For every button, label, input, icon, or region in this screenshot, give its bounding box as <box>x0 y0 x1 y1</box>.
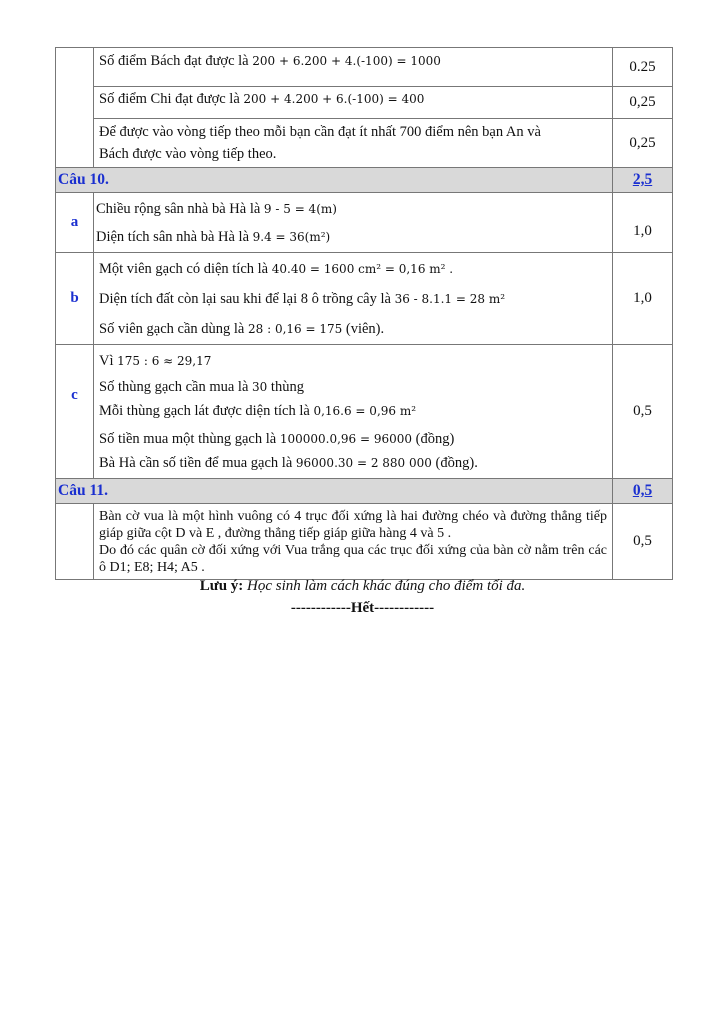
empty-cell <box>56 504 94 580</box>
note-text: Học sinh làm cách khác đúng cho điểm tối đa. <box>243 578 526 594</box>
score-cell: 0,25 <box>613 119 673 168</box>
end-marker: ------------Hết------------ <box>290 600 435 616</box>
answer-cell <box>94 48 613 87</box>
answer-text: (đồng) <box>412 430 455 447</box>
answer-text: (đồng). <box>431 454 478 471</box>
math-expression: 9 - 5 = 4(m) <box>263 201 337 216</box>
math-expression: 36 - 8.1.1 = 28 m² <box>394 291 506 306</box>
table-row <box>56 345 673 479</box>
math-expression: 40.40 = 1600 cm² = 0,16 m² . <box>271 261 454 276</box>
score-cell: 0,25 <box>613 87 673 119</box>
note-label: Lưu ý: <box>199 578 244 594</box>
answer-text: Do đó các quân cờ đối xứng với Vua trắng qua các trục đối xứng của bàn cờ nằm trên các ô D1; E8; H4; A5 . <box>99 542 607 575</box>
answer-text: Chiều rộng sân nhà bà Hà là <box>96 200 264 217</box>
math-expression: 175 : 6 ≈ 29,17 <box>117 353 212 368</box>
question-header-row <box>56 168 673 193</box>
answer-text: Để được vào vòng tiếp theo mỗi bạn cần đạt ít nhất 700 điểm nên bạn An và <box>99 124 541 140</box>
part-label: a <box>56 193 94 253</box>
answer-text: (viên). <box>342 320 385 337</box>
answer-text: Vì <box>99 352 118 369</box>
score-cell: 0.25 <box>613 48 673 87</box>
answer-text: Bà Hà cần số tiền để mua gạch là <box>99 454 296 471</box>
answer-text: Một viên gạch có diện tích là <box>99 260 272 277</box>
table-row <box>56 504 673 580</box>
answer-text: thùng <box>267 378 304 395</box>
question-label: Câu 11. <box>56 479 613 504</box>
answer-text: Số thùng gạch cần mua là <box>99 378 253 395</box>
answer-cell <box>94 119 613 168</box>
answer-text: Số tiền mua một thùng gạch là <box>99 430 280 447</box>
score-cell: 0,5 <box>613 504 673 580</box>
question-score: 2,5 <box>613 168 673 193</box>
note <box>0 578 725 595</box>
answer-text: Mỗi thùng gạch lát được diện tích là <box>99 402 314 419</box>
math-expression: 9.4 = 36(m²) <box>252 229 331 244</box>
math-expression: 30 <box>252 379 268 394</box>
score-cell: 1,0 <box>613 193 673 253</box>
score-cell: 0,5 <box>613 345 673 479</box>
table-row <box>56 253 673 345</box>
answer-cell <box>94 345 613 479</box>
table-row <box>56 119 673 168</box>
math-expression: 200 + 6.200 + 4.(-100) = 1000 <box>252 54 441 68</box>
answer-cell <box>94 504 613 580</box>
score-cell: 1,0 <box>613 253 673 345</box>
table-row <box>56 48 673 87</box>
math-expression: 96000.30 = 2 880 000 <box>295 455 432 470</box>
part-label: b <box>56 253 94 345</box>
answer-cell <box>94 193 613 253</box>
empty-cell <box>56 48 94 168</box>
answer-cell <box>94 253 613 345</box>
question-score: 0,5 <box>613 479 673 504</box>
math-expression: 100000.0,96 = 96000 <box>279 431 413 446</box>
table-row <box>56 87 673 119</box>
table-row <box>56 193 673 253</box>
math-expression: 28 : 0,16 = 175 <box>248 321 343 336</box>
answer-table <box>55 47 673 580</box>
answer-text: Bàn cờ vua là một hình vuông có 4 trục đối xứng là hai đường chéo và đường thẳng tiếp giáp giữa cột D và E , đường thẳng tiếp giáp giữa hàng 4 và 5 . <box>99 508 607 541</box>
answer-cell <box>94 87 613 119</box>
answer-text: Bách được vào vòng tiếp theo. <box>99 146 277 162</box>
question-label: Câu 10. <box>56 168 613 193</box>
answer-text: Số điểm Chi đạt được là <box>99 90 244 107</box>
answer-text: Diện tích sân nhà bà Hà là <box>96 228 253 245</box>
answer-text: Số viên gạch cần dùng là <box>99 320 248 337</box>
answer-text: Số điểm Bách đạt được là <box>99 53 253 69</box>
math-expression: 0,16.6 = 0,96 m² <box>313 403 417 418</box>
question-header-row <box>56 479 673 504</box>
answer-text: Diện tích đất còn lại sau khi để lại 8 ô trồng cây là <box>99 290 395 307</box>
math-expression: 200 + 4.200 + 6.(-100) = 400 <box>243 91 425 106</box>
part-label: c <box>56 345 94 479</box>
